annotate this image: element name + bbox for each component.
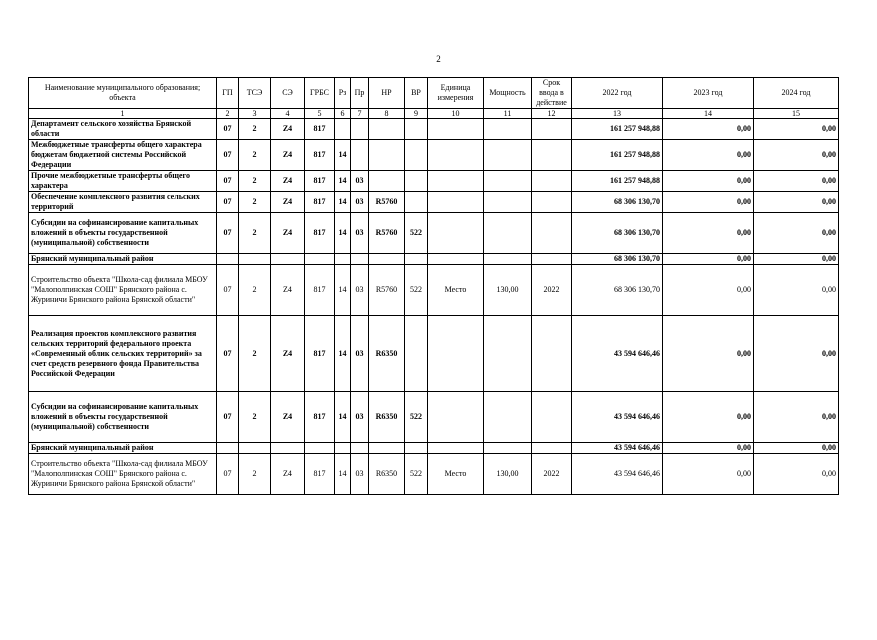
cell-rz: 14 <box>335 213 351 254</box>
cell-2023: 0,00 <box>663 316 754 392</box>
cell-grbs <box>305 443 335 454</box>
cell-2024: 0,00 <box>754 454 839 495</box>
column-number: 1 <box>29 109 217 119</box>
cell-name: Субсидии на софинансирование капитальных вложений в объекты государственной (муниципальной) собственности <box>29 213 217 254</box>
cell-nr: R6350 <box>369 392 405 443</box>
column-number-row <box>29 109 839 119</box>
cell-unit <box>428 192 484 213</box>
cell-gp: 07 <box>217 192 239 213</box>
cell-commissioning <box>532 192 572 213</box>
cell-2022: 68 306 130,70 <box>572 254 663 265</box>
cell-nr <box>369 443 405 454</box>
cell-rz: 14 <box>335 171 351 192</box>
cell-rz <box>335 254 351 265</box>
cell-2022: 68 306 130,70 <box>572 213 663 254</box>
cell-grbs: 817 <box>305 454 335 495</box>
cell-commissioning <box>532 171 572 192</box>
cell-2023: 0,00 <box>663 265 754 316</box>
cell-grbs: 817 <box>305 119 335 140</box>
cell-grbs: 817 <box>305 140 335 171</box>
cell-name: Брянский муниципальный район <box>29 443 217 454</box>
cell-se: Z4 <box>271 265 305 316</box>
cell-commissioning: 2022 <box>532 454 572 495</box>
cell-2024: 0,00 <box>754 213 839 254</box>
cell-tse: 2 <box>239 192 271 213</box>
cell-capacity <box>484 119 532 140</box>
cell-nr <box>369 119 405 140</box>
cell-2024: 0,00 <box>754 392 839 443</box>
cell-vr: 522 <box>405 213 428 254</box>
cell-rz: 14 <box>335 392 351 443</box>
cell-capacity <box>484 140 532 171</box>
cell-pr <box>351 140 369 171</box>
table-row <box>29 443 839 454</box>
table-body <box>29 119 839 495</box>
column-number: 12 <box>532 109 572 119</box>
cell-capacity <box>484 213 532 254</box>
cell-tse: 2 <box>239 265 271 316</box>
cell-vr: 522 <box>405 454 428 495</box>
cell-tse: 2 <box>239 171 271 192</box>
cell-rz: 14 <box>335 192 351 213</box>
cell-se <box>271 254 305 265</box>
cell-2024: 0,00 <box>754 443 839 454</box>
table-row <box>29 265 839 316</box>
cell-gp: 07 <box>217 316 239 392</box>
cell-name: Реализация проектов комплексного развития сельских территорий федерального проекта «Современный облик сельских территорий» за счет средств резервного фонда Правительства Российской Федерации <box>29 316 217 392</box>
header-unit: Единица измерения <box>428 78 484 109</box>
cell-2024: 0,00 <box>754 316 839 392</box>
cell-commissioning <box>532 443 572 454</box>
cell-capacity <box>484 254 532 265</box>
cell-name: Строительство объекта "Школа-сад филиала МБОУ "Малополпинская СОШ" Брянского района с. Журиничи Брянского района Брянской области" <box>29 454 217 495</box>
cell-2023: 0,00 <box>663 140 754 171</box>
cell-nr: R5760 <box>369 265 405 316</box>
cell-commissioning: 2022 <box>532 265 572 316</box>
cell-se: Z4 <box>271 140 305 171</box>
table-row <box>29 392 839 443</box>
cell-name: Прочие межбюджетные трансферты общего характера <box>29 171 217 192</box>
table-row <box>29 454 839 495</box>
table-row <box>29 171 839 192</box>
cell-rz: 14 <box>335 454 351 495</box>
table-row <box>29 316 839 392</box>
page-number: 2 <box>436 54 441 64</box>
cell-capacity <box>484 316 532 392</box>
cell-pr: 03 <box>351 171 369 192</box>
cell-tse: 2 <box>239 119 271 140</box>
cell-tse <box>239 254 271 265</box>
cell-vr <box>405 316 428 392</box>
cell-gp: 07 <box>217 392 239 443</box>
cell-2024: 0,00 <box>754 265 839 316</box>
cell-commissioning <box>532 140 572 171</box>
cell-unit: Место <box>428 265 484 316</box>
cell-nr: R6350 <box>369 454 405 495</box>
cell-grbs: 817 <box>305 316 335 392</box>
cell-gp: 07 <box>217 265 239 316</box>
cell-commissioning <box>532 119 572 140</box>
header-vr: ВР <box>405 78 428 109</box>
cell-capacity: 130,00 <box>484 265 532 316</box>
cell-commissioning <box>532 254 572 265</box>
cell-vr <box>405 192 428 213</box>
column-number: 7 <box>351 109 369 119</box>
cell-se: Z4 <box>271 192 305 213</box>
header-2023: 2023 год <box>663 78 754 109</box>
cell-unit <box>428 171 484 192</box>
cell-2022: 43 594 646,46 <box>572 316 663 392</box>
column-number: 4 <box>271 109 305 119</box>
table-row <box>29 254 839 265</box>
cell-vr <box>405 171 428 192</box>
cell-2022: 43 594 646,46 <box>572 454 663 495</box>
cell-gp <box>217 254 239 265</box>
table-row <box>29 192 839 213</box>
cell-nr: R5760 <box>369 213 405 254</box>
table-row <box>29 140 839 171</box>
cell-tse <box>239 443 271 454</box>
column-number: 6 <box>335 109 351 119</box>
cell-name: Субсидии на софинансирование капитальных вложений в объекты государственной (муниципальной) собственности <box>29 392 217 443</box>
cell-2023: 0,00 <box>663 443 754 454</box>
cell-rz: 14 <box>335 316 351 392</box>
cell-capacity: 130,00 <box>484 454 532 495</box>
cell-2022: 161 257 948,88 <box>572 119 663 140</box>
cell-commissioning <box>532 392 572 443</box>
header-gp: ГП <box>217 78 239 109</box>
cell-2022: 43 594 646,46 <box>572 392 663 443</box>
cell-gp: 07 <box>217 119 239 140</box>
cell-unit <box>428 213 484 254</box>
cell-se: Z4 <box>271 119 305 140</box>
cell-nr <box>369 140 405 171</box>
cell-se: Z4 <box>271 454 305 495</box>
cell-grbs: 817 <box>305 192 335 213</box>
cell-2023: 0,00 <box>663 119 754 140</box>
header-pr: Пр <box>351 78 369 109</box>
cell-pr <box>351 254 369 265</box>
header-nr: НР <box>369 78 405 109</box>
cell-name: Межбюджетные трансферты общего характера бюджетам бюджетной системы Российской Федерации <box>29 140 217 171</box>
cell-2024: 0,00 <box>754 254 839 265</box>
cell-2022: 68 306 130,70 <box>572 265 663 316</box>
cell-rz: 14 <box>335 265 351 316</box>
cell-pr: 03 <box>351 316 369 392</box>
cell-vr <box>405 443 428 454</box>
cell-capacity <box>484 392 532 443</box>
column-number: 11 <box>484 109 532 119</box>
cell-commissioning <box>532 316 572 392</box>
cell-vr: 522 <box>405 265 428 316</box>
header-row <box>29 78 839 109</box>
cell-nr <box>369 254 405 265</box>
cell-capacity <box>484 192 532 213</box>
cell-unit: Место <box>428 454 484 495</box>
column-number: 3 <box>239 109 271 119</box>
cell-tse: 2 <box>239 316 271 392</box>
cell-gp: 07 <box>217 454 239 495</box>
column-number: 15 <box>754 109 839 119</box>
column-number: 2 <box>217 109 239 119</box>
cell-2024: 0,00 <box>754 192 839 213</box>
header-tse: ТСЭ <box>239 78 271 109</box>
header-rz: Рз <box>335 78 351 109</box>
header-commissioning: Срок ввода в действие <box>532 78 572 109</box>
cell-tse: 2 <box>239 392 271 443</box>
cell-rz <box>335 119 351 140</box>
cell-capacity <box>484 443 532 454</box>
cell-name: Департамент сельского хозяйства Брянской области <box>29 119 217 140</box>
cell-vr: 522 <box>405 392 428 443</box>
cell-grbs: 817 <box>305 265 335 316</box>
cell-unit <box>428 443 484 454</box>
column-number: 10 <box>428 109 484 119</box>
header-se: СЭ <box>271 78 305 109</box>
cell-2022: 161 257 948,88 <box>572 140 663 171</box>
cell-unit <box>428 254 484 265</box>
cell-gp <box>217 443 239 454</box>
cell-2023: 0,00 <box>663 192 754 213</box>
cell-2024: 0,00 <box>754 140 839 171</box>
cell-2023: 0,00 <box>663 171 754 192</box>
column-number: 14 <box>663 109 754 119</box>
cell-2023: 0,00 <box>663 454 754 495</box>
cell-gp: 07 <box>217 140 239 171</box>
column-number: 13 <box>572 109 663 119</box>
cell-se: Z4 <box>271 316 305 392</box>
cell-grbs: 817 <box>305 392 335 443</box>
cell-pr: 03 <box>351 192 369 213</box>
header-name: Наименование муниципального образования; объекта <box>29 78 217 109</box>
cell-2024: 0,00 <box>754 171 839 192</box>
cell-gp: 07 <box>217 171 239 192</box>
cell-pr <box>351 119 369 140</box>
cell-nr: R5760 <box>369 192 405 213</box>
cell-2022: 68 306 130,70 <box>572 192 663 213</box>
cell-se <box>271 443 305 454</box>
cell-se: Z4 <box>271 213 305 254</box>
cell-pr: 03 <box>351 392 369 443</box>
cell-name: Строительство объекта "Школа-сад филиала МБОУ "Малополпинская СОШ" Брянского района с. Журиничи Брянского района Брянской области" <box>29 265 217 316</box>
header-grbs: ГРБС <box>305 78 335 109</box>
cell-gp: 07 <box>217 213 239 254</box>
cell-name: Обеспечение комплексного развития сельских территорий <box>29 192 217 213</box>
header-2022: 2022 год <box>572 78 663 109</box>
cell-se: Z4 <box>271 171 305 192</box>
cell-2023: 0,00 <box>663 392 754 443</box>
cell-2023: 0,00 <box>663 213 754 254</box>
cell-commissioning <box>532 213 572 254</box>
cell-capacity <box>484 171 532 192</box>
cell-tse: 2 <box>239 213 271 254</box>
cell-tse: 2 <box>239 140 271 171</box>
cell-name: Брянский муниципальный район <box>29 254 217 265</box>
column-number: 8 <box>369 109 405 119</box>
cell-grbs: 817 <box>305 213 335 254</box>
cell-pr: 03 <box>351 213 369 254</box>
table-row <box>29 119 839 140</box>
header-capacity: Мощность <box>484 78 532 109</box>
cell-unit <box>428 140 484 171</box>
cell-nr <box>369 171 405 192</box>
cell-tse: 2 <box>239 454 271 495</box>
cell-pr <box>351 443 369 454</box>
cell-2024: 0,00 <box>754 119 839 140</box>
cell-pr: 03 <box>351 454 369 495</box>
cell-grbs: 817 <box>305 171 335 192</box>
budget-table <box>28 77 839 495</box>
cell-vr <box>405 119 428 140</box>
cell-grbs <box>305 254 335 265</box>
cell-nr: R6350 <box>369 316 405 392</box>
cell-vr <box>405 140 428 171</box>
cell-rz: 14 <box>335 140 351 171</box>
cell-rz <box>335 443 351 454</box>
cell-unit <box>428 119 484 140</box>
cell-2022: 43 594 646,46 <box>572 443 663 454</box>
column-number: 9 <box>405 109 428 119</box>
cell-vr <box>405 254 428 265</box>
cell-2023: 0,00 <box>663 254 754 265</box>
cell-2022: 161 257 948,88 <box>572 171 663 192</box>
header-2024: 2024 год <box>754 78 839 109</box>
cell-pr: 03 <box>351 265 369 316</box>
table-row <box>29 213 839 254</box>
cell-unit <box>428 392 484 443</box>
cell-se: Z4 <box>271 392 305 443</box>
column-number: 5 <box>305 109 335 119</box>
cell-unit <box>428 316 484 392</box>
